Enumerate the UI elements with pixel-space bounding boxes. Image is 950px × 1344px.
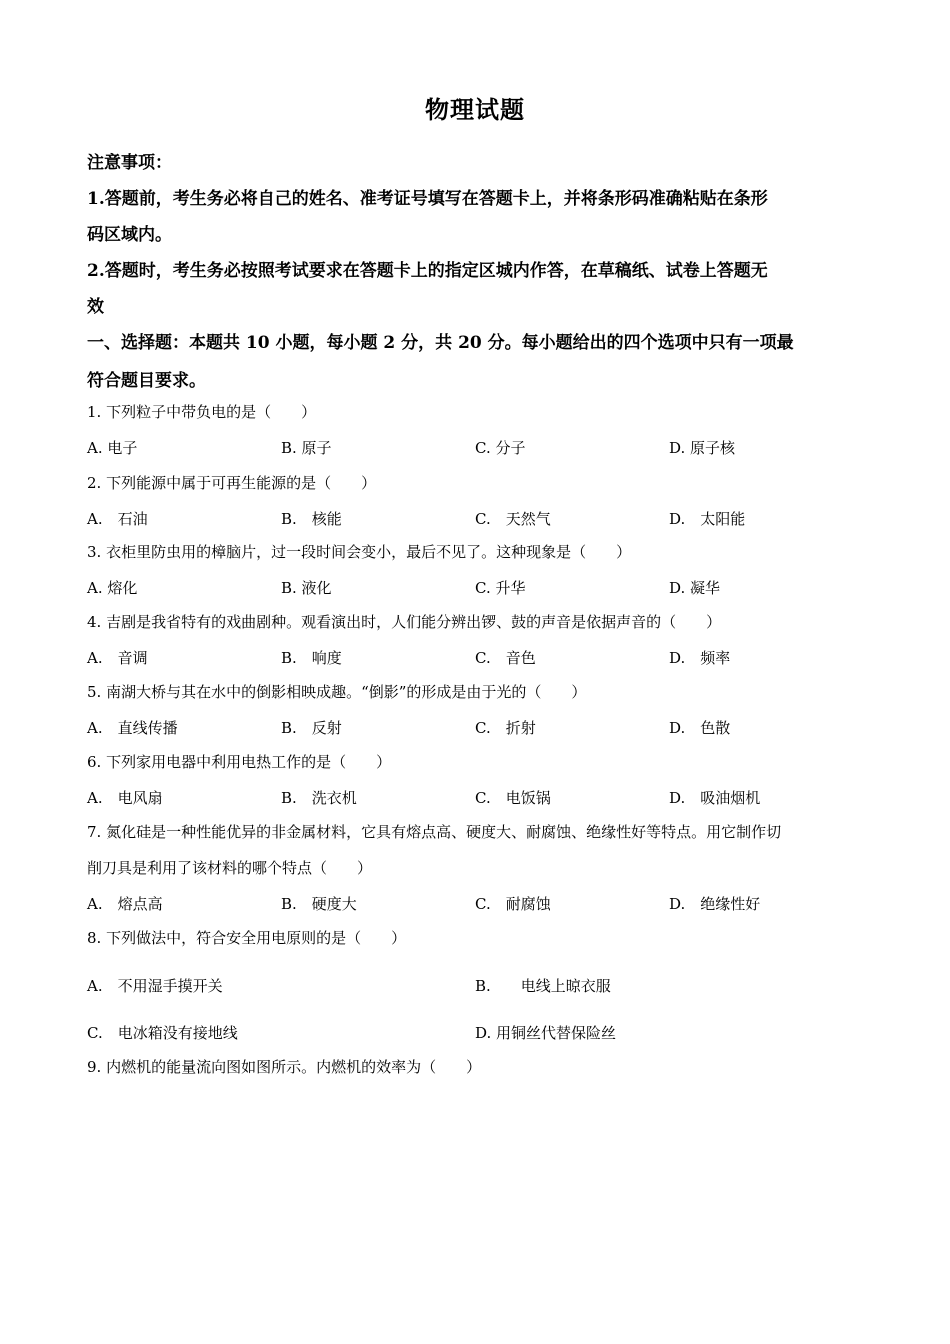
question-4-option-d: D. 频率 bbox=[669, 649, 731, 667]
notice-heading: 注意事项： bbox=[87, 153, 172, 173]
notice-item-2-line-1: 2.答题时，考生务必按照考试要求在答题卡上的指定区城内作答，在草稿纸、试卷上答题无 bbox=[87, 261, 768, 281]
question-1-option-b: B. 原子 bbox=[281, 439, 332, 457]
question-1-option-a: A. 电子 bbox=[87, 439, 138, 457]
question-5-option-a: A. 直线传播 bbox=[87, 719, 178, 737]
section-heading-line-2: 符合题目要求。 bbox=[87, 371, 206, 391]
question-7-option-d: D. 绝缘性好 bbox=[669, 895, 761, 913]
question-8-option-a: A. 不用湿手摸开关 bbox=[87, 977, 223, 995]
question-1-stem: 1. 下列粒子中带负电的是（ ） bbox=[87, 403, 317, 421]
question-6-option-a: A. 电风扇 bbox=[87, 789, 163, 807]
question-4-option-a: A. 音调 bbox=[87, 649, 148, 667]
question-2-option-c: C. 天然气 bbox=[475, 510, 551, 528]
question-2-option-d: D. 太阳能 bbox=[669, 510, 746, 528]
question-5-option-c: C. 折射 bbox=[475, 719, 536, 737]
question-1-option-c: C. 分子 bbox=[475, 439, 526, 457]
question-5-stem: 5. 南湖大桥与其在水中的倒影相映成趣。“倒影”的形成是由于光的（ ） bbox=[87, 683, 587, 701]
question-3-option-d: D. 凝华 bbox=[669, 579, 721, 597]
question-9-stem: 9. 内燃机的能量流向图如图所示。内燃机的效率为（ ） bbox=[87, 1058, 482, 1076]
question-6-option-b: B. 洗衣机 bbox=[281, 789, 357, 807]
question-2-stem: 2. 下列能源中属于可再生能源的是（ ） bbox=[87, 474, 377, 492]
question-3-stem: 3. 衣柜里防虫用的樟脑片，过一段时间会变小，最后不见了。这种现象是（ ） bbox=[87, 543, 632, 561]
question-8-option-b: B. 电线上晾衣服 bbox=[475, 977, 611, 995]
question-6-option-d: D. 吸油烟机 bbox=[669, 789, 761, 807]
question-8-option-d: D. 用铜丝代替保险丝 bbox=[475, 1024, 617, 1042]
question-7-option-c: C. 耐腐蚀 bbox=[475, 895, 551, 913]
question-8-option-c: C. 电冰箱没有接地线 bbox=[87, 1024, 238, 1042]
page-title: 物理试题 bbox=[425, 95, 525, 124]
question-5-option-b: B. 反射 bbox=[281, 719, 342, 737]
question-3-option-b: B. 液化 bbox=[281, 579, 332, 597]
question-4-option-c: C. 音色 bbox=[475, 649, 536, 667]
question-6-stem: 6. 下列家用电器中利用电热工作的是（ ） bbox=[87, 753, 392, 771]
question-3-option-c: C. 升华 bbox=[475, 579, 526, 597]
question-7-option-a: A. 熔点高 bbox=[87, 895, 163, 913]
question-2-option-b: B. 核能 bbox=[281, 510, 342, 528]
section-heading-line-1: 一、选择题：本题共 10 小题，每小题 2 分，共 20 分。每小题给出的四个选项中只有一项最 bbox=[87, 333, 794, 353]
notice-item-1-line-1: 1.答题前，考生务必将自己的姓名、准考证号填写在答题卡上，并将条形码准确粘贴在条形 bbox=[87, 189, 768, 209]
question-7-stem-line-1: 7. 氮化硅是一种性能优异的非金属材料，它具有熔点高、硬度大、耐腐蚀、绝缘性好等特点。用它制作切 bbox=[87, 823, 782, 841]
question-4-stem: 4. 吉剧是我省特有的戏曲剧种。观看演出时，人们能分辨出锣、鼓的声音是依据声音的（ ） bbox=[87, 613, 722, 631]
question-3-option-a: A. 熔化 bbox=[87, 579, 138, 597]
question-8-stem: 8. 下列做法中，符合安全用电原则的是（ ） bbox=[87, 929, 407, 947]
notice-item-1-line-2: 码区域内。 bbox=[87, 225, 172, 245]
notice-item-2-line-2: 效 bbox=[87, 297, 104, 317]
question-7-option-b: B. 硬度大 bbox=[281, 895, 357, 913]
question-5-option-d: D. 色散 bbox=[669, 719, 731, 737]
question-7-stem-line-2: 削刀具是利用了该材料的哪个特点（ ） bbox=[87, 859, 373, 877]
question-4-option-b: B. 响度 bbox=[281, 649, 342, 667]
question-2-option-a: A. 石油 bbox=[87, 510, 148, 528]
question-6-option-c: C. 电饭锅 bbox=[475, 789, 551, 807]
question-1-option-d: D. 原子核 bbox=[669, 439, 736, 457]
